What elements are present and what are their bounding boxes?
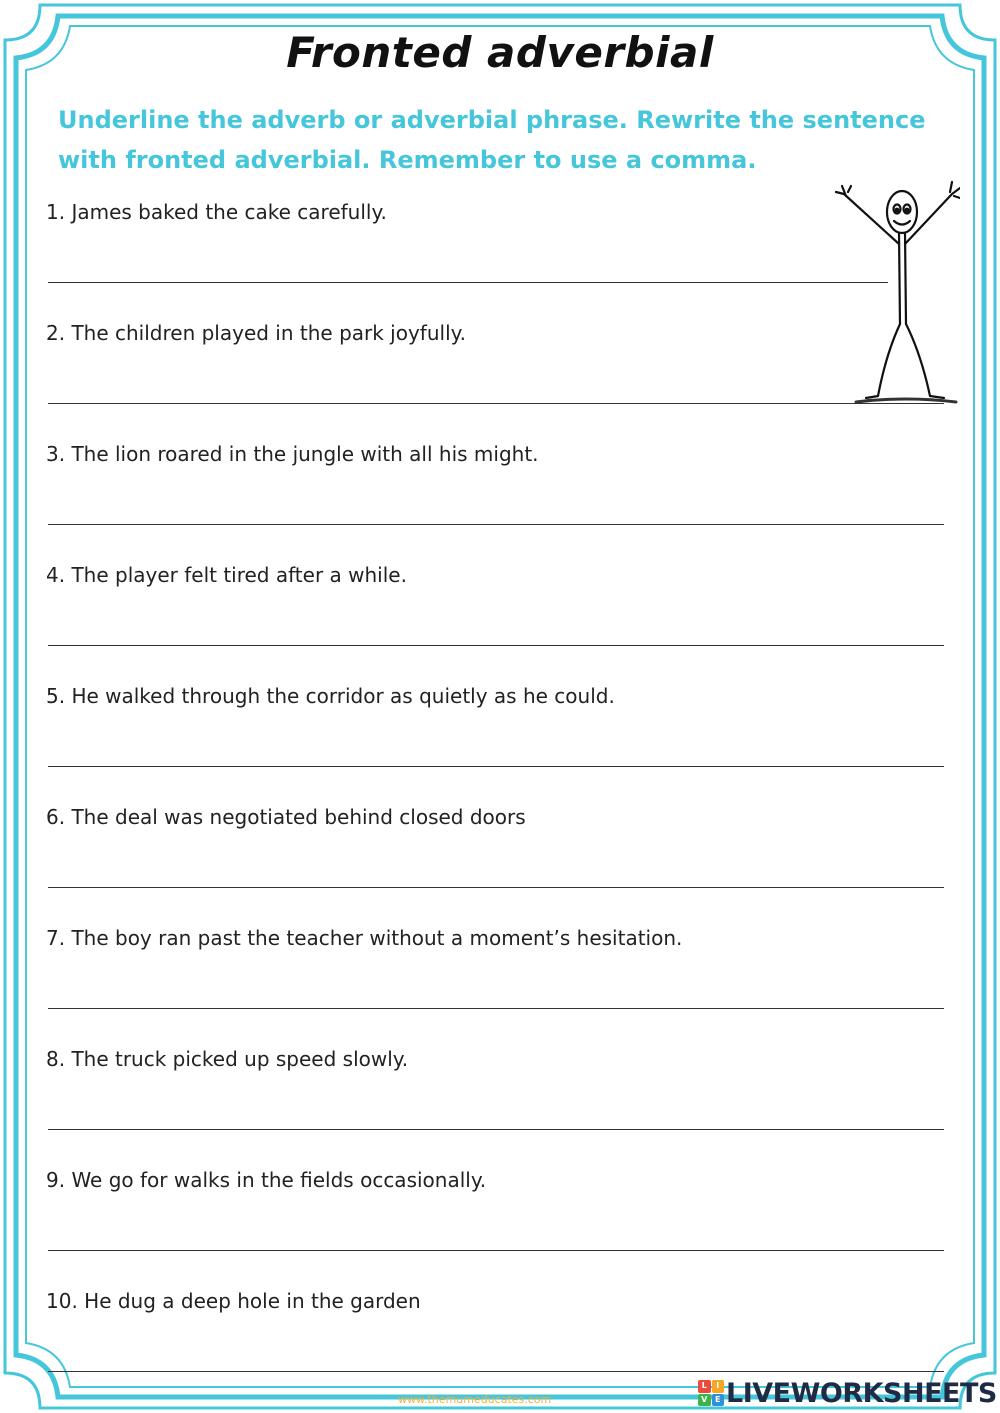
question-text: 8. The truck picked up speed slowly. [46,1047,409,1071]
question-text: 9. We go for walks in the fields occasionally. [46,1168,487,1192]
answer-line[interactable] [48,403,944,404]
logo-cube: V [698,1394,711,1407]
answer-line[interactable] [48,524,944,525]
question-text: 2. The children played in the park joyfully. [46,321,466,345]
answer-line[interactable] [48,282,888,283]
question-text: 3. The lion roared in the jungle with all his might. [46,442,539,466]
answer-line[interactable] [48,1129,944,1130]
answer-line[interactable] [48,645,944,646]
question-text: 4. The player felt tired after a while. [46,563,407,587]
question-text: 5. He walked through the corridor as quietly as he could. [46,684,615,708]
answer-line[interactable] [48,1371,944,1372]
page-title: Fronted adverbial [286,28,714,77]
logo-cube: E [712,1394,725,1407]
question-text: 7. The boy ran past the teacher without a moment’s hesitation. [46,926,683,950]
stickman-cheering-icon [826,174,960,410]
liveworksheets-logo [698,1377,997,1409]
site-url: www.themumeducates.com [398,1393,552,1406]
question-text: 6. The deal was negotiated behind closed doors [46,805,526,829]
answer-line[interactable] [48,766,944,767]
answer-line[interactable] [48,1008,944,1009]
question-text: 1. James baked the cake carefully. [46,200,387,224]
logo-cubes-icon [698,1380,724,1406]
answer-line[interactable] [48,887,944,888]
logo-cube: I [712,1380,725,1393]
answer-line[interactable] [48,1250,944,1251]
liveworksheets-brand: LIVEWORKSHEETS [726,1377,997,1409]
question-text: 10. He dug a deep hole in the garden [46,1289,421,1313]
instructions-text: Underline the adverb or adverbial phrase. Rewrite the sentence with fronted adverbial. Remember to use a comma. [58,106,926,174]
logo-cube: L [698,1380,711,1393]
